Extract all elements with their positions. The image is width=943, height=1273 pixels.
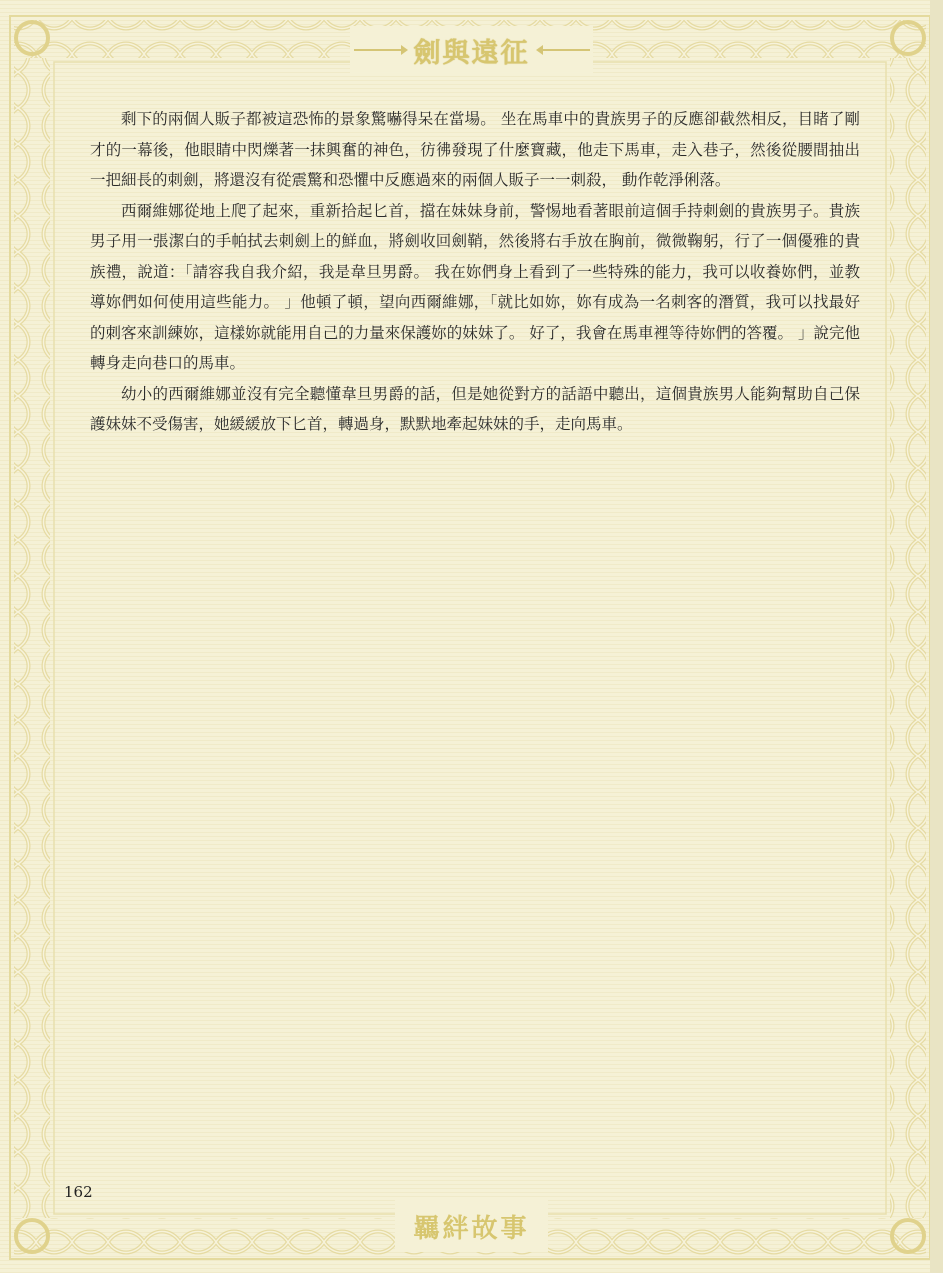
- left-ornament-icon: [354, 49, 404, 51]
- header: [0, 28, 943, 72]
- paragraph-3: 幼小的西爾維娜並沒有完全聽懂韋旦男爵的話，但是她從對方的話語中聽出，這個貴族男人能夠幫助自己保護妹妹不受傷害，她緩緩放下匕首，轉過身，默默地牽起妹妹的手，走向馬車。: [90, 384, 860, 433]
- page-number: 162: [64, 1183, 93, 1201]
- footer-title: 羈絆故事: [413, 1213, 530, 1244]
- paragraph-2: 西爾維娜從地上爬了起來，重新拾起匕首，擋在妹妹身前，警惕地看著眼前這個手持刺劍的貴族男子。貴族男子用一張潔白的手帕拭去刺劍上的鮮血，將劍收回劍鞘，然後將右手放在胸前，微微鞠躬，行了一個優雅的貴族禮，說道：「請容我自我介紹，我是韋旦男爵。 我在妳們身上看到了一些特殊的能力，我可以收養妳們，並教導妳們如何使用這些能力。 」他頓了頓，望向西爾維娜，「就比如妳，妳有成為一名刺客的潛質，我可以找最好的刺客來訓練妳，這樣妳就能用自己的力量來保護妳的妹妹了。 好了，我會在馬車裡等待妳們的答覆。 」說完他轉身走向巷口的馬車。: [90, 201, 860, 372]
- paragraph-1: 剩下的兩個人販子都被這恐怖的景象驚嚇得呆在當場。 坐在馬車中的貴族男子的反應卻截然相反，目睹了剛才的一幕後，他眼睛中閃爍著一抹興奮的神色，彷彿發現了什麼寶藏，他走下馬車，走入巷子，然後從腰間抽出一把細長的刺劍，將還沒有從震驚和恐懼中反應過來的兩個人販子一一刺殺， 動作乾淨俐落。: [90, 110, 860, 189]
- story-text: [90, 104, 860, 440]
- header-title: 劍與遠征: [413, 37, 530, 69]
- right-ornament-icon: [540, 49, 590, 51]
